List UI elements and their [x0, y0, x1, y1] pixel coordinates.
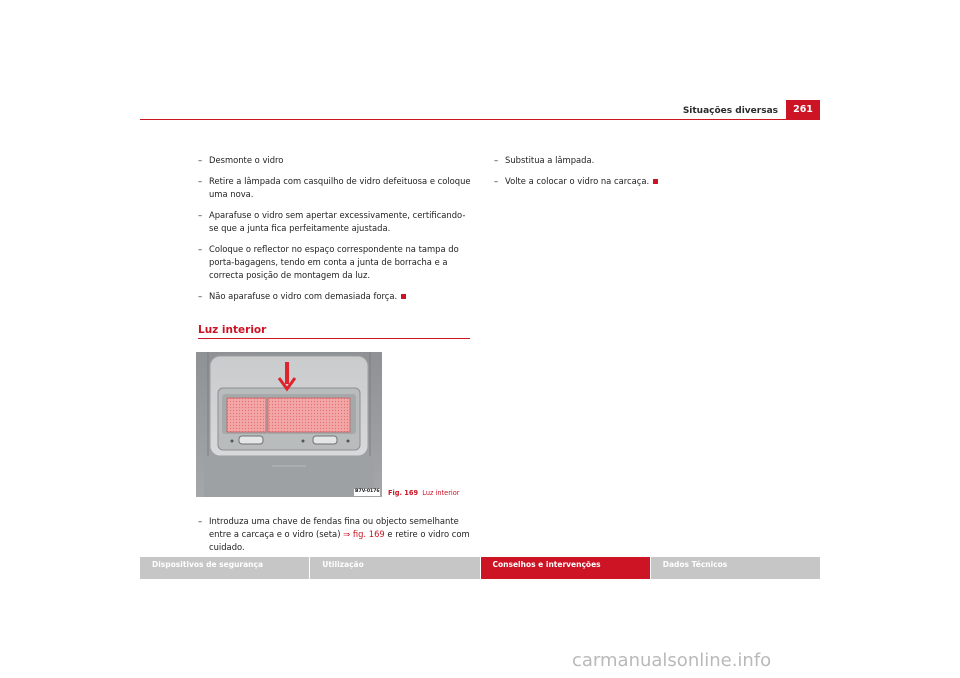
step-item	[494, 175, 694, 188]
step-text-with-end	[209, 290, 474, 303]
footer-tab-advice[interactable]: Conselhos e intervenções	[481, 557, 650, 579]
figure-caption-label: Fig. 169	[388, 489, 419, 497]
step-item	[198, 290, 474, 303]
step-item	[198, 515, 478, 554]
step-text-block	[209, 515, 478, 554]
end-of-section-icon	[653, 179, 658, 184]
step-text: e retire o vidro com cuidado.	[209, 529, 470, 552]
figure-caption	[388, 489, 460, 497]
step-text: Não aparafuse o vidro com demasiada força.	[209, 291, 398, 301]
step-dash: –	[198, 176, 203, 186]
step-text: Aparafuse o vidro sem apertar excessivamente, certificando-se que a junta fica perfeitamente ajustada.	[209, 210, 466, 233]
step-dash: –	[198, 210, 203, 220]
step-text: Volte a colocar o vidro na carcaça.	[505, 176, 650, 186]
right-column	[494, 154, 694, 196]
footer-tab-technical-data[interactable]: Dados Técnicos	[651, 557, 820, 579]
step-text: Coloque o reflector no espaço correspondente na tampa do porta-bagagens, tendo em conta a junta de borracha e a correcta posição de montagem da luz.	[209, 244, 459, 280]
step-text: Retire a lâmpada com casquilho de vidro defeituosa e coloque uma nova.	[209, 176, 471, 199]
step-item	[198, 154, 474, 167]
step-dash: –	[198, 291, 203, 301]
running-header-title: Situações diversas	[682, 106, 778, 116]
footer-tab-operation[interactable]: Utilização	[310, 557, 479, 579]
step-dash: –	[494, 155, 499, 165]
step-item	[198, 243, 474, 282]
watermark: carmanualsonline.info	[572, 650, 772, 671]
figure-caption-text: Luz interior	[422, 489, 460, 497]
end-of-section-icon	[401, 294, 406, 299]
step-text: Introduza uma chave de fendas fina ou objecto semelhante entre a carcaça e o vidro (seta)	[209, 516, 459, 539]
step-item	[198, 175, 474, 201]
figure-code: B7V-0176	[355, 489, 380, 494]
interior-light-figure	[196, 352, 382, 497]
step-item	[198, 209, 474, 235]
step-text: Desmonte o vidro	[209, 155, 284, 165]
figure-reference-link[interactable]: ⇒ fig. 169	[343, 529, 385, 539]
step-dash: –	[198, 516, 203, 526]
footer-nav	[140, 557, 820, 579]
header-rule	[140, 119, 820, 120]
left-column	[198, 154, 474, 311]
footer-tab-safety[interactable]: Dispositivos de segurança	[140, 557, 309, 579]
section-title: Luz interior	[198, 324, 267, 336]
step-dash: –	[198, 244, 203, 254]
page-number: 261	[786, 100, 820, 119]
step-text: Substitua a lâmpada.	[505, 155, 595, 165]
after-figure-step	[198, 515, 478, 562]
section-rule	[198, 338, 470, 339]
step-dash: –	[494, 176, 499, 186]
step-item	[494, 154, 694, 167]
step-dash: –	[198, 155, 203, 165]
interior-light-illustration	[196, 352, 382, 497]
step-text-with-end	[505, 175, 694, 188]
